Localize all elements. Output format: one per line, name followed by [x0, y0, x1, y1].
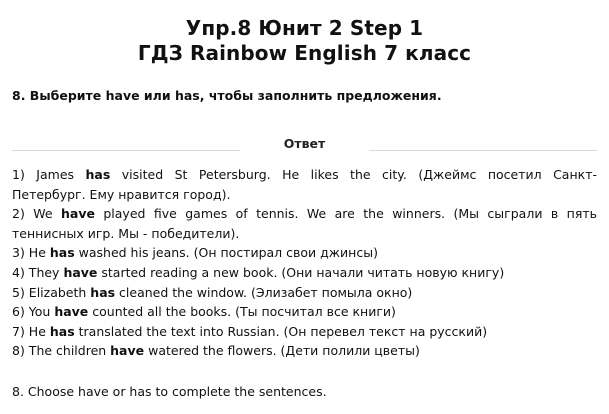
- answer-text: visited St Petersburg. He likes the city. (Джеймс посетил Санкт-: [110, 167, 597, 182]
- answer-text: started reading a new book. (Они начали читать новую книгу): [97, 264, 505, 280]
- answer-line: [12, 283, 597, 303]
- task-instruction-english: 8. Choose have or has to complete the sentences.: [12, 384, 327, 399]
- answer-text: 1) James: [12, 167, 86, 182]
- page-title: Упр.8 Юнит 2 Step 1: [185, 16, 424, 40]
- answer-text: 3) He: [12, 245, 50, 261]
- answer-text: 2) We: [12, 206, 61, 222]
- answer-line: [12, 243, 597, 263]
- answer-text: 4) They: [12, 264, 64, 280]
- answer-verb: have: [54, 304, 89, 320]
- answer-text: 8) The children: [12, 343, 111, 359]
- answer-text: watered the flowers. (Дети полили цветы): [144, 343, 420, 359]
- answer-line: [12, 165, 597, 185]
- answer-text: Петербург. Ему нравится город).: [12, 186, 231, 202]
- answer-verb: has: [49, 323, 75, 339]
- answer-heading: Ответ: [283, 136, 326, 151]
- answer-text: теннисных игр. Мы - победители).: [12, 225, 240, 241]
- answer-text: 6) You: [12, 304, 55, 320]
- answer-text: played five games of tennis. We are the winners. (Мы сыграли в пять: [94, 206, 597, 222]
- page-subtitle: ГДЗ Rainbow English 7 класс: [137, 41, 472, 65]
- answer-verb: has: [49, 245, 75, 261]
- task-instruction: 8. Выберите have или has, чтобы заполнить предложения.: [12, 88, 442, 103]
- answer-verb: have: [60, 206, 95, 222]
- answer-text: 7) He: [12, 323, 50, 339]
- answer-line: [12, 322, 597, 342]
- answer-line: [12, 224, 597, 244]
- answer-verb: has: [90, 284, 116, 300]
- answer-text: 5) Elizabeth: [12, 284, 91, 300]
- answer-line: [12, 341, 597, 361]
- answer-verb: have: [110, 343, 145, 359]
- answer-text: cleaned the window. (Элизабет помыла окно): [115, 284, 413, 300]
- answer-verb: has: [85, 167, 111, 182]
- answer-line: [12, 204, 597, 224]
- answer-text: counted all the books. (Ты посчитал все книги): [88, 304, 396, 320]
- answer-line: [12, 185, 597, 205]
- answer-verb: have: [63, 264, 98, 280]
- answer-text: washed his jeans. (Он постирал свои джинсы): [74, 245, 378, 261]
- answer-text: translated the text into Russian. (Он перевел текст на русский): [74, 323, 488, 339]
- answer-line: [12, 263, 597, 283]
- answer-list: [12, 165, 597, 361]
- answer-line: [12, 302, 597, 322]
